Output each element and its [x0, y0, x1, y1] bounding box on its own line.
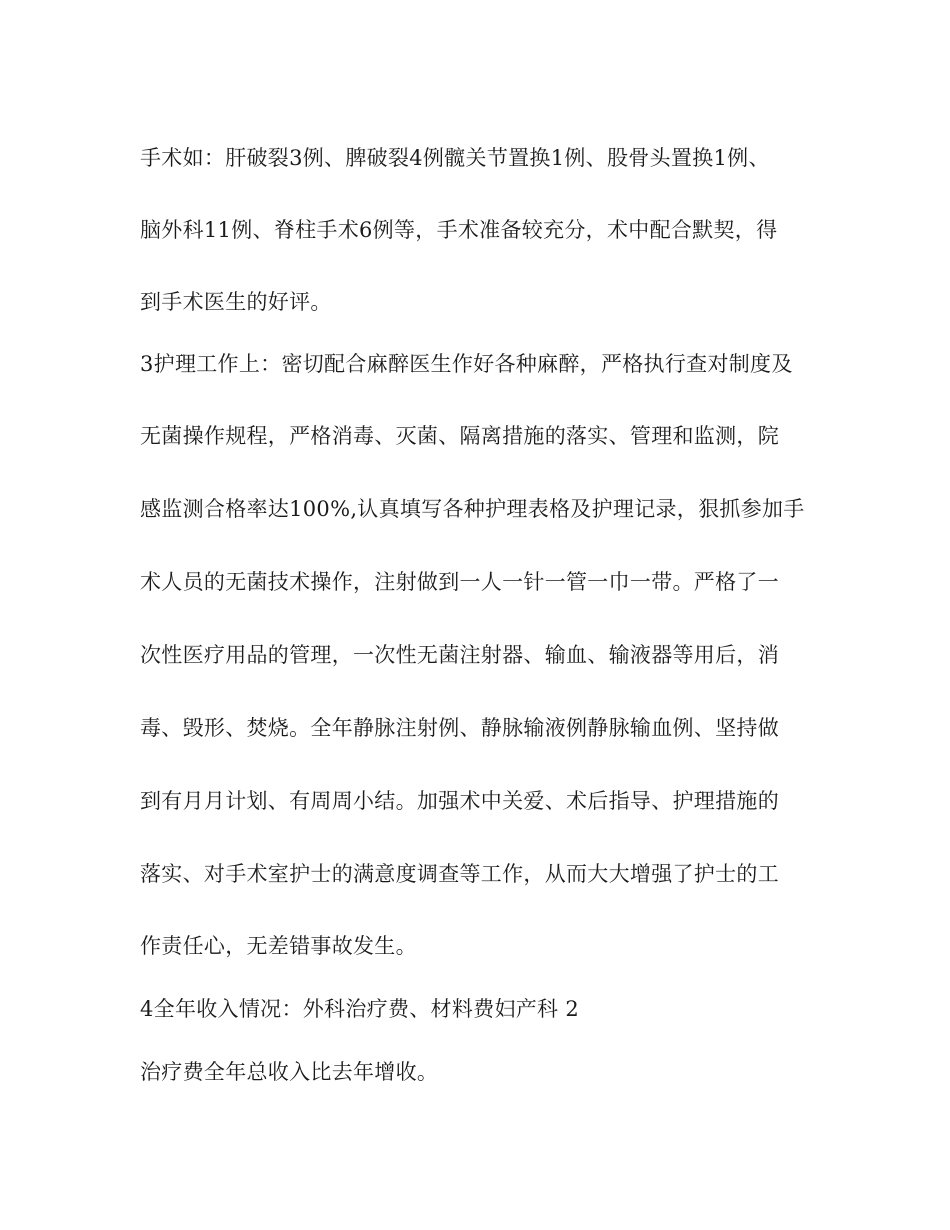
body-text-line: 脑外科11例、脊柱手术6例等，手术准备较充分，术中配合默契，得 [140, 218, 778, 242]
body-text-line: 术人员的无菌技术操作，注射做到一人一针一管一巾一带。严格了一 [140, 570, 779, 594]
body-text-line: 作责任心，无差错事故发生。 [140, 934, 417, 958]
body-text-line: 到有月月计划、有周周小结。加强术中关爱、术后指导、护理措施的 [140, 789, 779, 813]
body-text-line: 毒、毁形、焚烧。全年静脉注射例、静脉输液例静脉输血例、坚持做 [140, 716, 779, 740]
body-text-line: 4全年收入情况：外科治疗费、材料费妇产科 2 [140, 997, 579, 1021]
body-text-line: 感监测合格率达100%,认真填写各种护理表格及护理记录，狠抓参加手 [140, 497, 805, 521]
body-text-line: 3护理工作上：密切配合麻醉医生作好各种麻醉，严格执行查对制度及 [140, 352, 793, 376]
body-text-line: 落实、对手术室护士的满意度调查等工作，从而大大增强了护士的工 [140, 862, 779, 886]
body-text-line: 治疗费全年总收入比去年增收。 [140, 1060, 439, 1084]
body-text-line: 次性医疗用品的管理，一次性无菌注射器、输血、输液器等用后，消 [140, 643, 779, 667]
body-text-line: 无菌操作规程，严格消毒、灭菌、隔离措施的落实、管理和监测，院 [140, 424, 779, 448]
body-text-line: 手术如：肝破裂3例、脾破裂4例髋关节置换1例、股骨头置换1例、 [140, 146, 770, 170]
body-text-line: 到手术医生的好评。 [140, 290, 332, 314]
